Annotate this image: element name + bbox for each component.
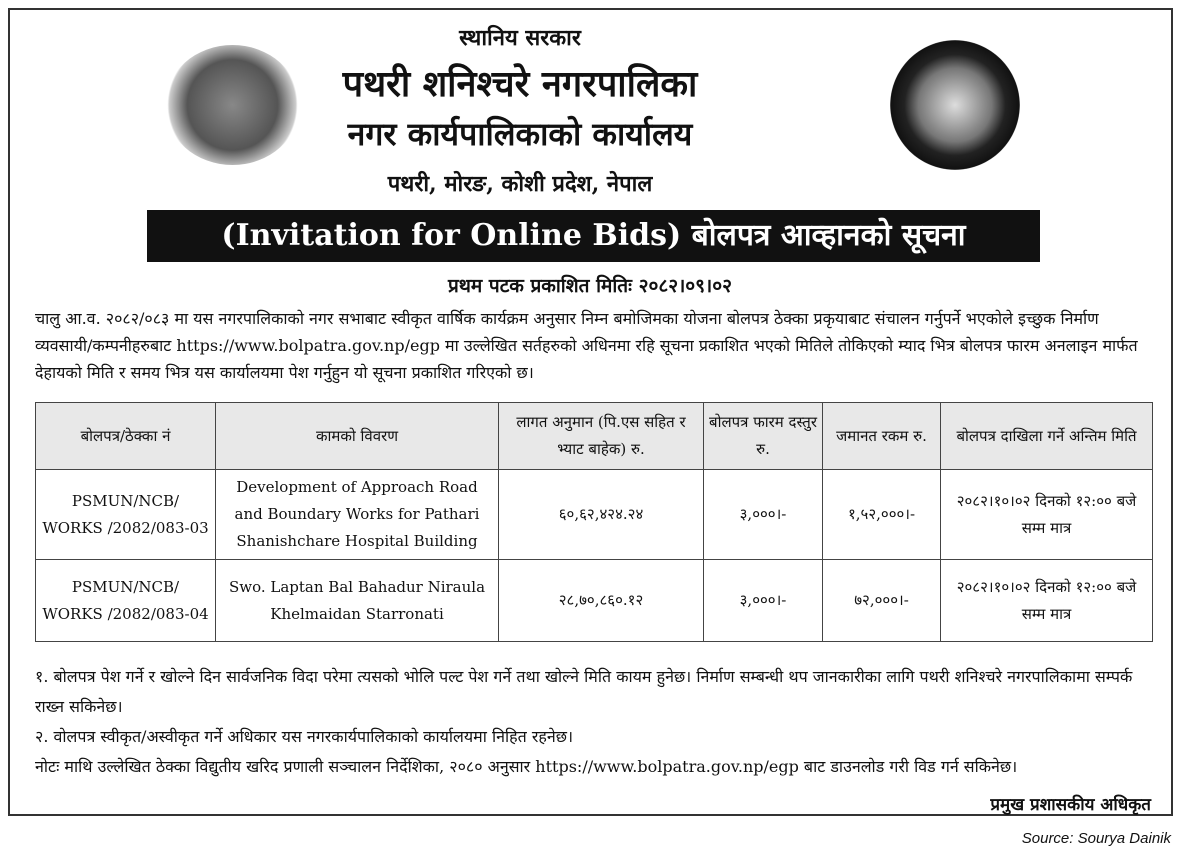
nepal-emblem-logo <box>165 45 300 165</box>
notes <box>35 662 1155 782</box>
work-description: Swo. Laptan Bal Bahadur Niraula Khelmaidan Starronati <box>216 560 499 642</box>
form-fee: ३,०००।- <box>704 470 823 560</box>
table-row <box>36 560 1153 642</box>
bid-security: १,५२,०००।- <box>823 470 941 560</box>
municipality-name: पथरी शनिश्चरे नगरपालिका <box>342 63 698 105</box>
note-2: २. वोलपत्र स्वीकृत/अस्वीकृत गर्ने अधिकार यस नगरकार्यपालिकाको कार्यालयमा निहित रहनेछ। <box>35 727 574 746</box>
cost-estimate: २८,७०,८६०.१२ <box>499 560 704 642</box>
notice-title-banner: (Invitation for Online Bids) बोलपत्र आव्हानको सूचना <box>147 210 1040 262</box>
intro-paragraph: चालु आ.व. २०८२/०८३ मा यस नगरपालिकाको नगर सभाबाट स्वीकृत वार्षिक कार्यक्रम अनुसार निम्न बमोजिमका योजना बोलपत्र ठेक्का प्रकृयाबाट संचालन गर्नुपर्ने भएकोले इच्छुक निर्माण व्यवसायी/कम्पनीहरुबाट https://www.bolpatra.gov.np/egp मा उल्लेखित सर्तहरुको अधिनमा रहि सूचना प्रकाशित भएको मितिले तोकिएको म्याद भित्र बोलपत्र फारम अनलाइन मार्फत देहायको मिति र समय भित्र यस कार्यालयमा पेश गर्नुहुन यो सूचना प्रकाशित गरिएको छ। <box>35 309 1138 382</box>
col-header: बोलपत्र दाखिला गर्ने अन्तिम मिति <box>941 403 1153 470</box>
col-header: कामको विवरण <box>216 403 499 470</box>
deadline: २०८२।१०।०२ दिनको १२:०० बजे सम्म मात्र <box>941 560 1153 642</box>
form-fee: ३,०००।- <box>704 560 823 642</box>
deadline: २०८२।१०।०२ दिनको १२:०० बजे सम्म मात्र <box>941 470 1153 560</box>
signature: प्रमुख प्रशासकीय अधिकृत <box>990 795 1151 815</box>
work-description: Development of Approach Road and Boundary Works for Pathari Shanishchare Hospital Building <box>216 470 499 560</box>
bid-number: PSMUN/NCB/ WORKS /2082/083-04 <box>36 560 216 642</box>
table-header-row <box>36 403 1153 470</box>
col-header: जमानत रकम रु. <box>823 403 941 470</box>
col-header: लागत अनुमान (पि.एस सहित र भ्याट बाहेक) रु. <box>499 403 704 470</box>
note-1: १. बोलपत्र पेश गर्ने र खोल्ने दिन सार्वजनिक विदा परेमा त्यसको भोलि पल्ट पेश गर्ने तथा खोल्ने मिति कायम हुनेछ। निर्माण सम्बन्धी थप जानकारीका लागि पथरी शनिश्चरे नगरपालिकामा सम्पर्क राख्न सकिनेछ। <box>35 667 1133 716</box>
col-header: बोलपत्र फारम दस्तुर रु. <box>704 403 823 470</box>
office-name: नगर कार्यपालिकाको कार्यालय <box>347 115 693 153</box>
header-line1: स्थानिय सरकार <box>459 25 581 51</box>
bid-number: PSMUN/NCB/ WORKS /2082/083-03 <box>36 470 216 560</box>
municipality-logo <box>890 40 1020 170</box>
first-published-date: प्रथम पटक प्रकाशित मितिः २०८२।०९।०२ <box>447 275 733 297</box>
bids-table <box>35 402 1153 642</box>
col-header: बोलपत्र/ठेक्का नं <box>36 403 216 470</box>
cost-estimate: ६०,६२,४२४.२४ <box>499 470 704 560</box>
note-3: नोटः माथि उल्लेखित ठेक्का विद्युतीय खरिद प्रणाली सञ्चालन निर्देशिका, २०८० अनुसार https://www.bolpatra.gov.np/egp बाट डाउनलोड गरी विड गर्न सकिनेछ। <box>35 757 1018 776</box>
bid-security: ७२,०००।- <box>823 560 941 642</box>
table-row <box>36 470 1153 560</box>
address: पथरी, मोरङ, कोशी प्रदेश, नेपाल <box>387 171 653 197</box>
source-credit: Source: Sourya Dainik <box>1021 830 1171 847</box>
